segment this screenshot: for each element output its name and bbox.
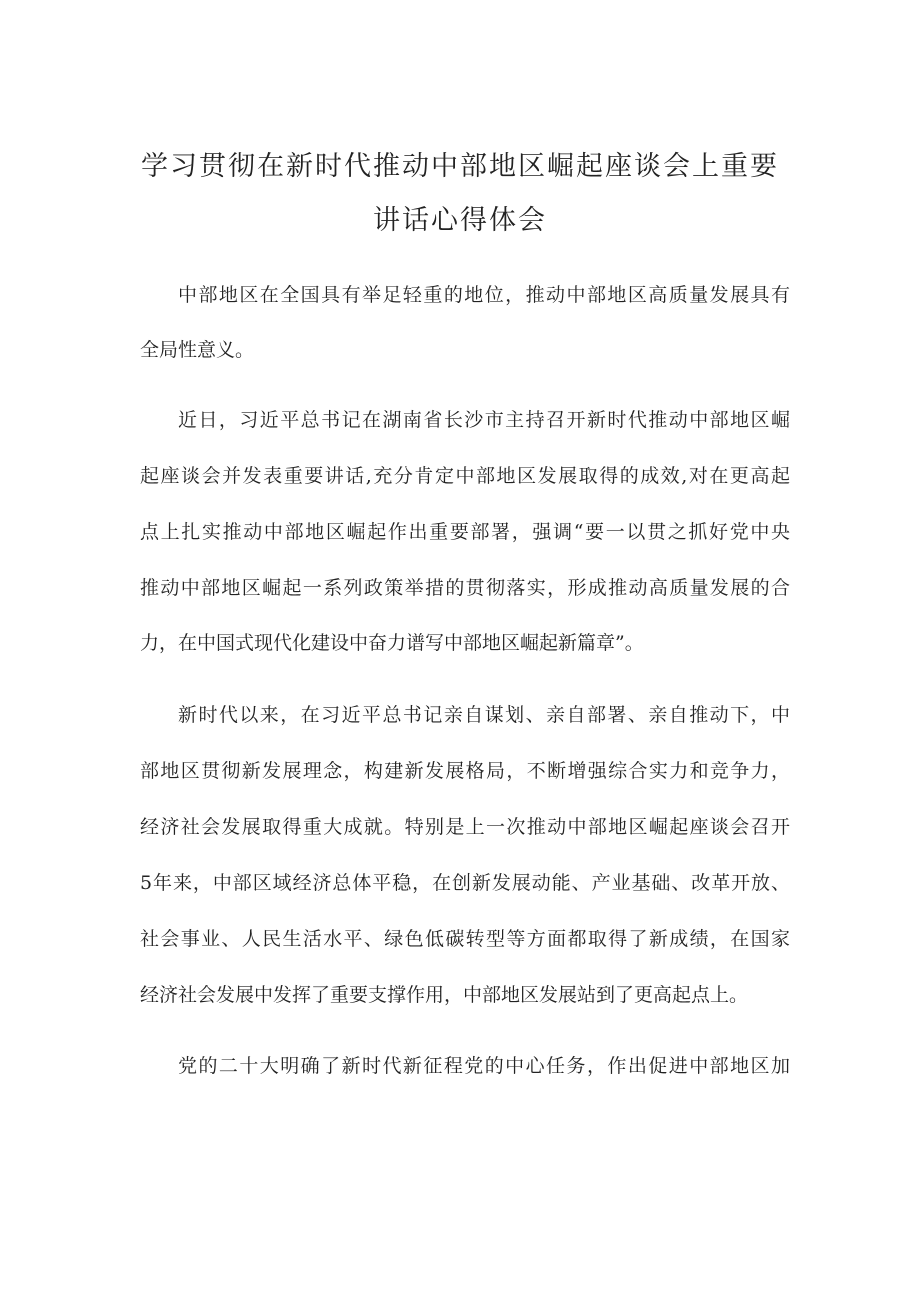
paragraph-3-line-3: 经济社会发展取得重大成就。特别是上一次推动中部地区崛起座谈会召开 bbox=[140, 816, 790, 838]
paragraph-3-line-2: 部地区贯彻新发展理念，构建新发展格局，不断增强综合实力和竞争力， bbox=[140, 760, 790, 782]
paragraph-2-line-5: 力，在中国式现代化建设中奋力谱写中部地区崛起新篇章”。 bbox=[140, 632, 644, 654]
document-title-line-2: 讲话心得体会 bbox=[373, 205, 547, 236]
document-title-line-1: 学习贯彻在新时代推动中部地区崛起座谈会上重要 bbox=[141, 151, 779, 182]
paragraph-4-line-1: 党的二十大明确了新时代新征程党的中心任务，作出促进中部地区加 bbox=[178, 1055, 790, 1077]
paragraph-2-line-3: 点上扎实推动中部地区崛起作出重要部署，强调“要一以贯之抓好党中央 bbox=[140, 521, 790, 543]
paragraph-1-line-1: 中部地区在全国具有举足轻重的地位，推动中部地区高质量发展具有 bbox=[178, 284, 790, 306]
paragraph-3-line-6: 经济社会发展中发挥了重要支撑作用，中部地区发展站到了更高起点上。 bbox=[140, 984, 749, 1006]
paragraph-2-line-4: 推动中部地区崛起一系列政策举措的贯彻落实，形成推动高质量发展的合 bbox=[140, 577, 790, 599]
paragraph-2-line-2: 起座谈会并发表重要讲话,充分肯定中部地区发展取得的成效,对在更高起 bbox=[140, 465, 790, 487]
paragraph-3-line-4: 5年来，中部区域经济总体平稳，在创新发展动能、产业基础、改革开放、 bbox=[140, 872, 790, 894]
paragraph-1-line-2: 全局性意义。 bbox=[140, 339, 255, 361]
paragraph-2-line-1: 近日，习近平总书记在湖南省长沙市主持召开新时代推动中部地区崛 bbox=[178, 409, 790, 431]
paragraph-3-line-1: 新时代以来，在习近平总书记亲自谋划、亲自部署、亲自推动下，中 bbox=[178, 704, 790, 726]
paragraph-3-line-5: 社会事业、人民生活水平、绿色低碳转型等方面都取得了新成绩，在国家 bbox=[140, 928, 790, 950]
